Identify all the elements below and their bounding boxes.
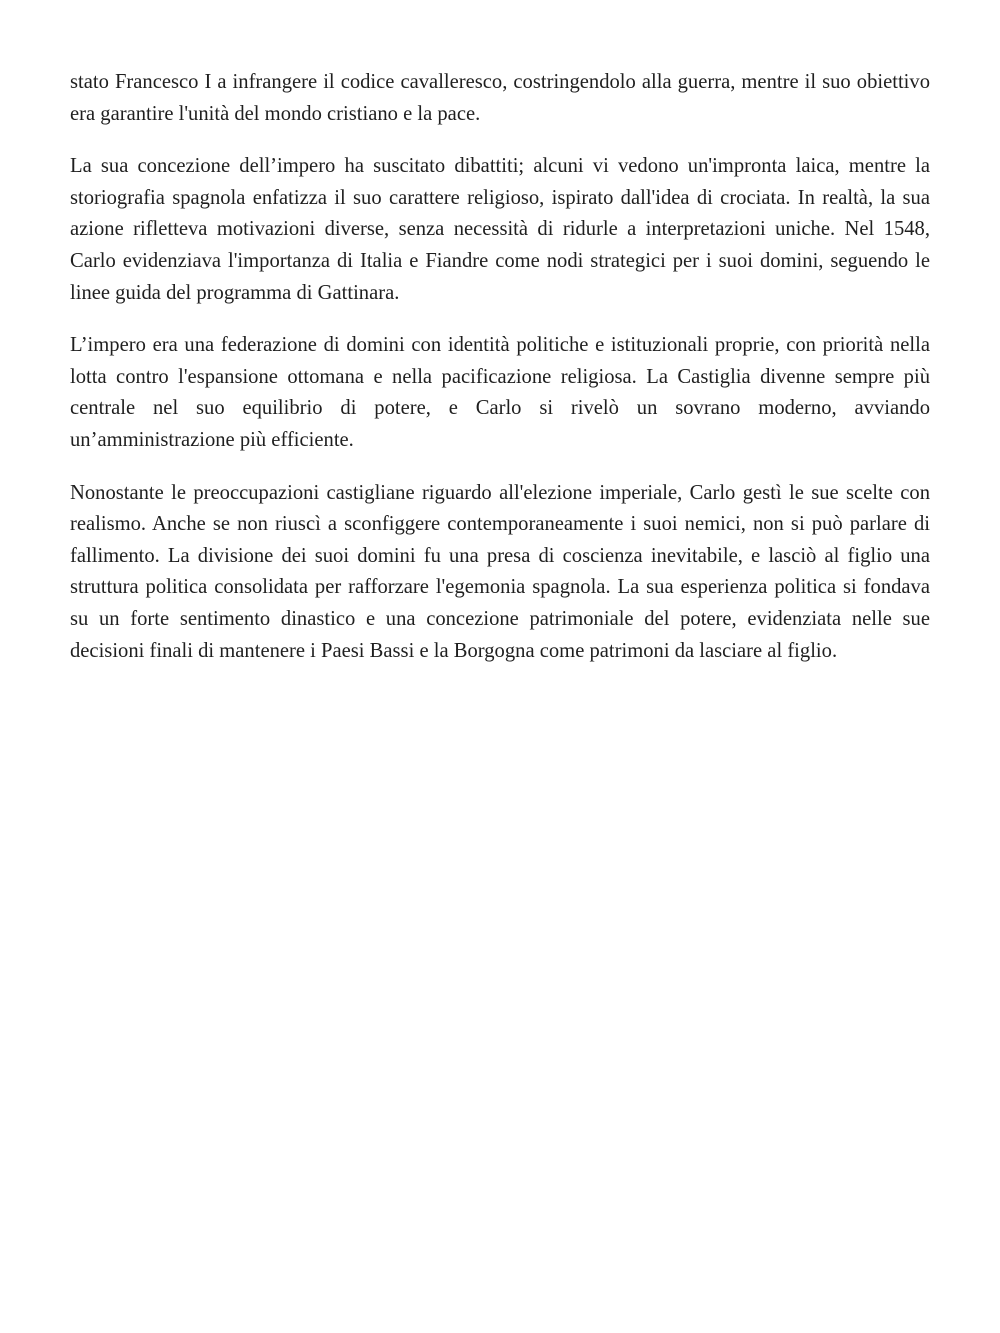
paragraph-2: La sua concezione dell’impero ha suscitato dibattiti; alcuni vi vedono un'impronta laica, mentre la storiografia spagnola enfatizza il suo carattere religioso, ispirato dall'idea di crociata. In realtà, la sua azione rifletteva motivazioni diverse, senza necessità di ridurle a interpretazioni uniche. Nel 1548, Carlo evidenziava l'importanza di Italia e Fiandre come nodi strategici per i suoi domini, seguendo le linee guida del programma di Gattinara. bbox=[70, 155, 930, 304]
paragraph-1: stato Francesco I a infrangere il codice cavalleresco, costringendolo alla guerra, mentre il suo obiettivo era garantire l'unità del mondo cristiano e la pace. bbox=[70, 71, 930, 125]
paragraph-3: L’impero era una federazione di domini con identità politiche e istituzionali proprie, con priorità nella lotta contro l'espansione ottomana e nella pacificazione religiosa. La Castiglia divenne sempre più centrale nel suo equilibrio di potere, e Carlo si rivelò un sovrano moderno, avviando un’amministrazione più efficiente. bbox=[70, 334, 930, 451]
paragraph-4: Nonostante le preoccupazioni castigliane riguardo all'elezione imperiale, Carlo gestì le sue scelte con realismo. Anche se non riuscì a sconfiggere contemporaneamente i suoi nemici, non si può parlare di fallimento. La divisione dei suoi domini fu una presa di coscienza inevitabile, e lasciò al figlio una struttura politica consolidata per rafforzare l'egemonia spagnola. La sua esperienza politica si fondava su un forte sentimento dinastico e una concezione patrimoniale del potere, evidenziata nelle sue decisioni finali di mantenere i Paesi Bassi e la Borgogna come patrimoni da lasciare al figlio. bbox=[70, 481, 930, 662]
document-page bbox=[70, 67, 930, 688]
